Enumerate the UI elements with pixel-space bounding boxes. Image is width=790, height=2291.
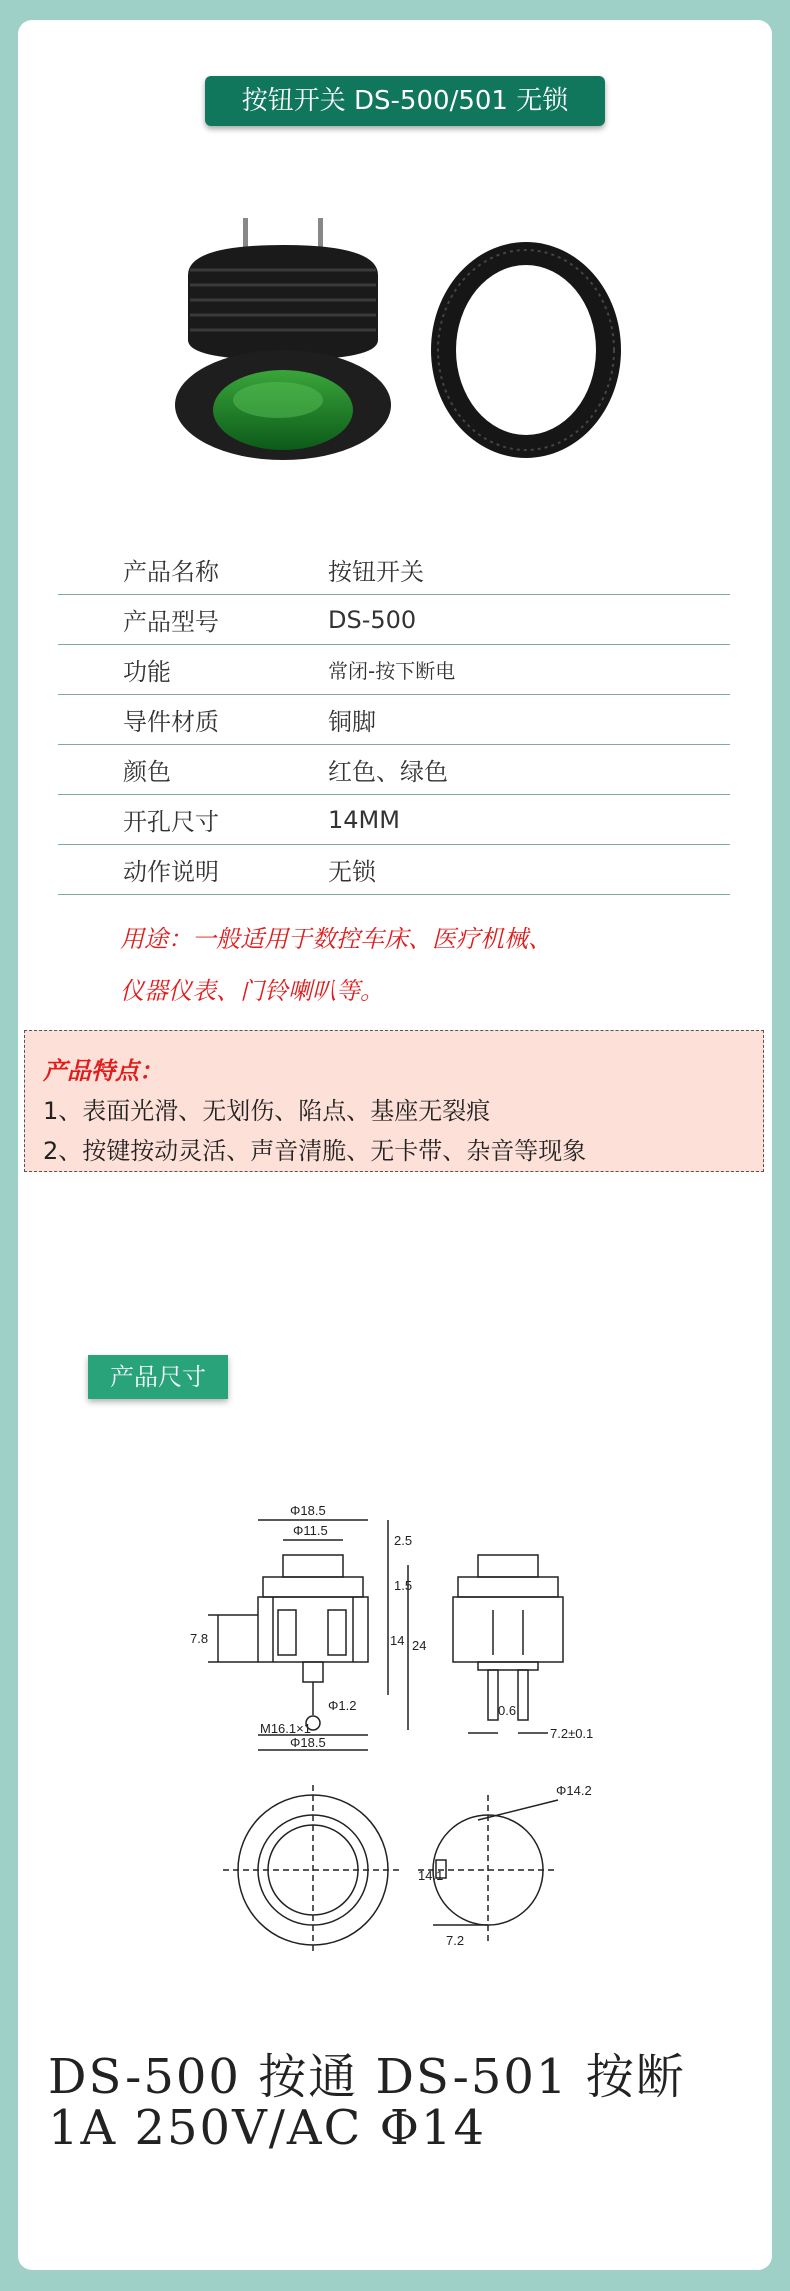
dim-label: 7.2 (446, 1933, 465, 1948)
usage-line: 用途：一般适用于数控车床、医疗机械、 (120, 925, 552, 953)
spec-row (58, 645, 730, 695)
nut-ring-image (431, 242, 621, 458)
spec-label: 开孔尺寸 (123, 808, 219, 836)
spec-value: 按钮开关 (328, 558, 424, 586)
product-title-badge: 按钮开关 DS-500/501 无锁 (205, 76, 605, 126)
dim-label: Φ11.5 (293, 1523, 328, 1538)
spec-row (58, 545, 730, 595)
front-view-circles (223, 1785, 558, 1955)
product-card (18, 20, 772, 2270)
spec-value: 无锁 (328, 858, 376, 886)
spec-value: DS-500 (328, 605, 417, 634)
spec-label: 颜色 (123, 758, 171, 786)
spec-label: 导件材质 (123, 708, 219, 736)
spec-row (58, 695, 730, 745)
spec-value: 14MM (328, 805, 400, 834)
model-line: DS-500 按通 DS-501 按断 (48, 2049, 686, 2105)
dim-label: Φ18.5 (290, 1503, 326, 1518)
dim-label: M16.1×1 (260, 1721, 311, 1736)
dimension-drawing (178, 1485, 678, 2025)
dim-label: 7.8 (190, 1631, 209, 1646)
spec-value: 铜脚 (328, 708, 376, 736)
spec-label: 功能 (123, 658, 171, 686)
dim-label: Φ18.5 (290, 1735, 326, 1750)
dim-label: 0.6 (498, 1703, 517, 1718)
dim-label: 14 (390, 1633, 405, 1648)
spec-row (58, 845, 730, 895)
features-box (24, 1030, 764, 1172)
side-view-left (208, 1520, 408, 1750)
dim-label: Φ14.2 (556, 1783, 592, 1798)
dim-label: 24 (412, 1638, 427, 1653)
spec-label: 动作说明 (123, 858, 219, 886)
dim-label: 2.5 (394, 1533, 413, 1548)
rating-line: 1A 250V/AC Φ14 (48, 2100, 486, 2156)
feature-item: 2、按键按动灵活、声音清脆、无卡带、杂音等现象 (43, 1137, 587, 1165)
usage-note (120, 913, 720, 1017)
features-heading: 产品特点： (43, 1057, 163, 1085)
spec-row (58, 595, 730, 645)
spec-row (58, 795, 730, 845)
feature-item: 1、表面光滑、无划伤、陷点、基座无裂痕 (43, 1097, 491, 1125)
product-photo (148, 210, 668, 510)
dim-label: Φ1.2 (328, 1698, 357, 1713)
switch-body-image (175, 218, 391, 460)
spec-value: 红色、绿色 (328, 758, 448, 786)
spec-row (58, 745, 730, 795)
dim-label: 14.1 (418, 1868, 444, 1883)
spec-table (58, 545, 730, 895)
dimension-heading-badge: 产品尺寸 (88, 1355, 228, 1399)
dim-label: 7.2±0.1 (550, 1726, 594, 1741)
spec-label: 产品型号 (123, 608, 219, 636)
spec-label: 产品名称 (123, 558, 219, 586)
dim-label: 1.5 (394, 1578, 413, 1593)
usage-line: 仪器仪表、门铃喇叭等。 (120, 977, 384, 1005)
spec-value: 常闭-按下断电 (328, 659, 456, 683)
